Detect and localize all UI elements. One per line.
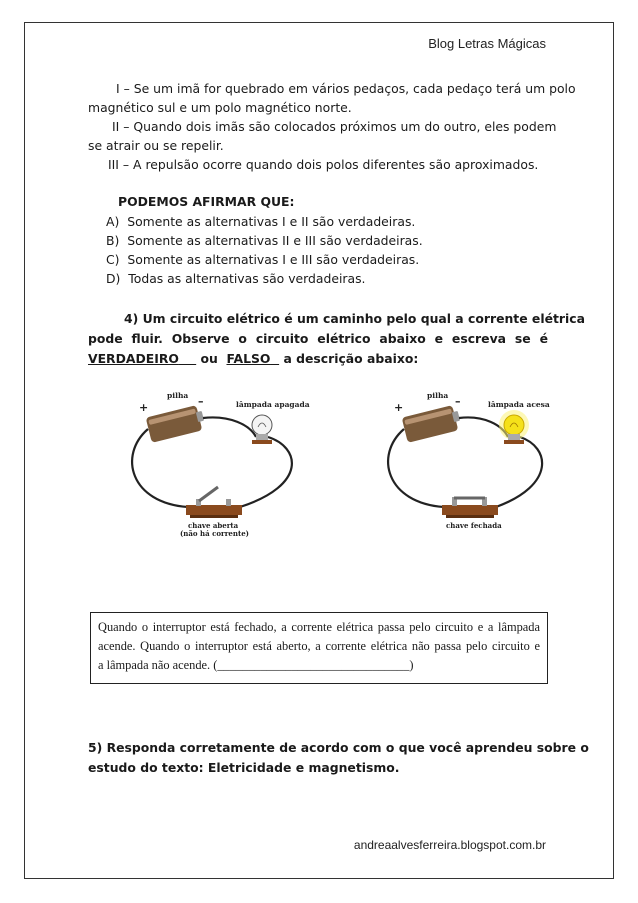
true-word: VERDADEIRO: [88, 351, 179, 366]
header-blog-name: Blog Letras Mágicas: [428, 36, 546, 51]
statement-1-line-1: I – Se um imã for quebrado em vários pedaços, cada pedaço terá um polo: [116, 81, 576, 96]
statement-1-line-2: magnético sul e um polo magnético norte.: [88, 100, 352, 115]
circuit-illustrations: [110, 385, 550, 545]
answer-box-line-1: Quando o interruptor está fechado, a corrente elétrica passa pelo circuito e a lâmpada: [98, 620, 540, 634]
option-letter: C): [106, 252, 120, 267]
question-3-heading: PODEMOS AFIRMAR QUE:: [118, 194, 295, 209]
option-letter: D): [106, 271, 121, 286]
plus-sign-left: +: [139, 401, 149, 414]
option-text: Somente as alternativas II e III são verdadeiras.: [127, 233, 423, 248]
switch-closed: [442, 497, 498, 518]
question-4-line-2: pode fluir. Observe o circuito elétrico abaixo e escreva se é: [88, 331, 548, 346]
answer-box-line-2: acende. Quando o interruptor está aberto, a corrente elétrica não passa pelo circuito e: [98, 639, 540, 653]
question-5-line-1: 5) Responda corretamente de acordo com o que você aprendeu sobre o: [88, 740, 589, 755]
statement-2-line-2: se atrair ou se repelir.: [88, 138, 224, 153]
minus-sign-right: –: [455, 395, 461, 408]
question-4-line-3: [88, 349, 548, 369]
question-5-line-2: estudo do texto: Eletricidade e magnetismo.: [88, 760, 400, 775]
option-letter: B): [106, 233, 120, 248]
circuit-closed: [388, 391, 550, 530]
battery-left: [146, 405, 204, 443]
wire-left-2: [203, 417, 256, 437]
question-4-line-1: 4) Um circuito elétrico é um caminho pelo qual a corrente elétrica: [124, 311, 585, 326]
statement-3-line-1: III – A repulsão ocorre quando dois polos diferentes são aproximados.: [108, 157, 539, 172]
switch-label-left-1: chave aberta: [188, 521, 239, 530]
lamp-off-left: [252, 415, 272, 444]
question-5: [88, 738, 589, 778]
switch-label-left-2: (não há corrente): [180, 529, 249, 538]
switch-label-right-1: chave fechada: [446, 521, 502, 530]
plus-sign-right: +: [394, 401, 404, 414]
wire-left-3: [240, 437, 292, 507]
battery-right: [402, 405, 460, 443]
question-4-line-3-end: a descrição abaixo:: [283, 351, 419, 366]
footer-url: andreaalvesferreira.blogspot.com.br: [353, 838, 546, 852]
option-text: Somente as alternativas I e III são verdadeiras.: [127, 252, 420, 267]
option-d: [106, 269, 366, 288]
option-letter: A): [106, 214, 120, 229]
lamp-label-right: lâmpada acesa: [488, 400, 550, 409]
or-word: ou: [200, 351, 218, 366]
switch-open: [186, 487, 242, 518]
option-c: [106, 250, 419, 269]
option-text: Todas as alternativas são verdadeiras.: [128, 271, 366, 286]
minus-sign-left: –: [198, 395, 204, 408]
wire-right-3: [496, 437, 542, 507]
battery-label-right: pilha: [427, 391, 449, 400]
false-word: FALSO: [226, 351, 271, 366]
option-text: Somente as alternativas I e II são verdadeiras.: [127, 214, 416, 229]
statement-2-line-1: II – Quando dois imãs são colocados próximos um do outro, eles podem: [112, 119, 557, 134]
answer-box-line-3: a lâmpada não acende. (_______________________________): [98, 658, 414, 672]
option-b: [106, 231, 423, 250]
battery-label-left: pilha: [167, 391, 189, 400]
question-4: [88, 309, 585, 369]
answer-box: [90, 612, 548, 684]
lamp-label-left: lâmpada apagada: [236, 400, 310, 409]
circuit-open: [132, 391, 310, 538]
option-a: [106, 212, 415, 231]
